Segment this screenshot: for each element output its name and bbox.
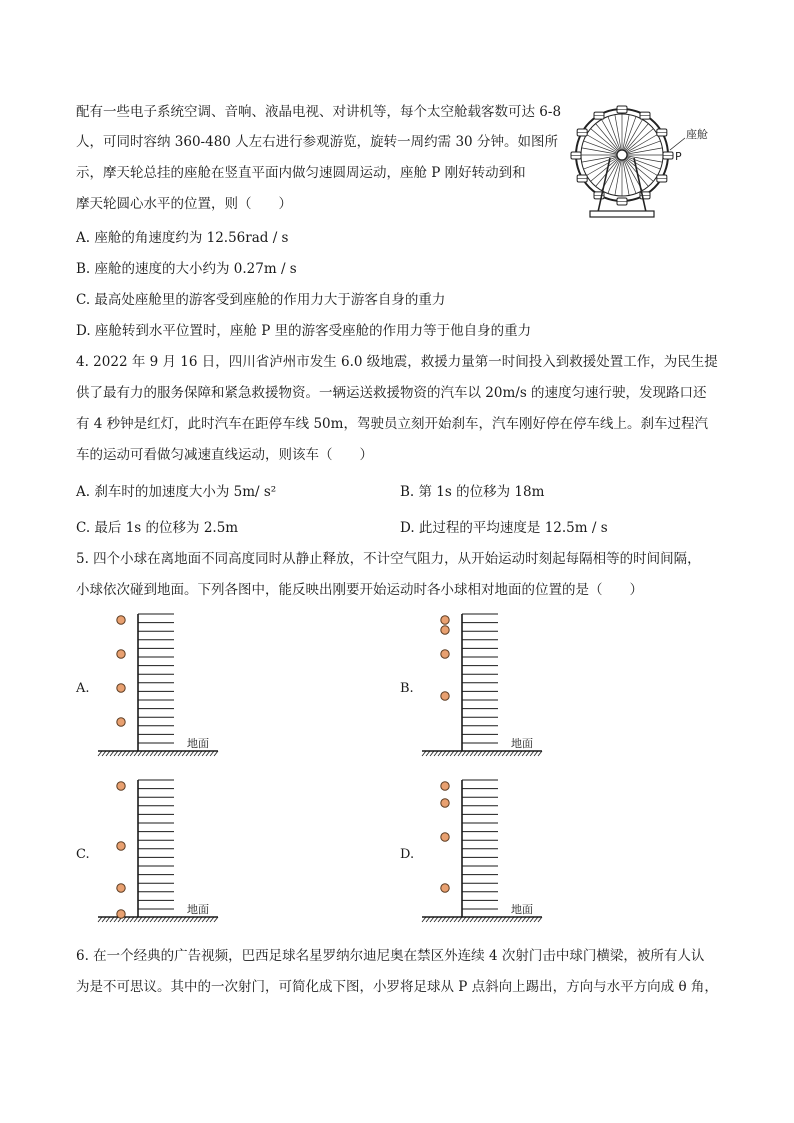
ground-hatch	[98, 751, 102, 756]
ground-hatch	[466, 751, 470, 756]
ground-hatch	[506, 917, 510, 922]
ferris-wheel-leg-right	[634, 158, 646, 212]
ground-hatch	[202, 751, 206, 756]
ground-hatch	[170, 751, 174, 756]
ground-hatch	[486, 751, 490, 756]
ground-hatch	[426, 751, 430, 756]
ground-hatch	[458, 751, 462, 756]
ground-hatch	[210, 917, 214, 922]
ground-hatch	[446, 917, 450, 922]
diagram-a-label: A.	[76, 681, 90, 696]
ferris-wheel-base	[590, 211, 654, 217]
q3-option-c: C. 最高处座舱里的游客受到座舱的作用力大于游客自身的重力	[76, 292, 446, 308]
ground-hatch	[526, 751, 530, 756]
ground-hatch	[210, 751, 214, 756]
ground-hatch	[450, 917, 454, 922]
ground-hatch	[534, 751, 538, 756]
ground-hatch	[482, 917, 486, 922]
ground-hatch	[430, 917, 434, 922]
cabin-pointer	[670, 138, 685, 150]
ball	[117, 782, 125, 790]
q4-option-a: A. 刹车时的加速度大小为 5m/ s²	[76, 484, 277, 500]
ground-hatch	[446, 751, 450, 756]
ball	[441, 616, 449, 624]
ground-hatch	[194, 917, 198, 922]
ground-hatch	[522, 917, 526, 922]
ground-hatch	[454, 751, 458, 756]
ground-hatch	[450, 751, 454, 756]
ground-hatch	[458, 917, 462, 922]
ground-hatch	[182, 917, 186, 922]
ground-hatch	[146, 917, 150, 922]
diagram-b	[420, 608, 550, 768]
ball	[117, 650, 125, 658]
ground-hatch	[474, 917, 478, 922]
ground-hatch	[134, 917, 138, 922]
ball	[441, 692, 449, 700]
ball	[117, 910, 125, 918]
ground-hatch	[130, 917, 134, 922]
q4-line-1: 4. 2022 年 9 月 16 日，四川省泸州市发生 6.0 级地震，救援力量第一时间投入到救援处置工作，为民生提	[76, 354, 718, 370]
ball	[117, 718, 125, 726]
ball	[441, 833, 449, 841]
ball	[441, 650, 449, 658]
ball	[441, 799, 449, 807]
ground-hatch	[134, 751, 138, 756]
ground-hatch	[466, 917, 470, 922]
ground-hatch	[158, 917, 162, 922]
ground-hatch	[502, 917, 506, 922]
ground-hatch	[122, 751, 126, 756]
ground-hatch	[506, 751, 510, 756]
ground-hatch	[494, 751, 498, 756]
ground-hatch	[130, 751, 134, 756]
ground-hatch	[482, 751, 486, 756]
ground-hatch	[154, 751, 158, 756]
ground-hatch	[486, 917, 490, 922]
ground-hatch	[538, 917, 542, 922]
ground-hatch	[178, 917, 182, 922]
ground-hatch	[498, 751, 502, 756]
ground-hatch	[462, 917, 466, 922]
ground-hatch	[138, 751, 142, 756]
ground-hatch	[110, 751, 114, 756]
ground-hatch	[502, 751, 506, 756]
ground-hatch	[198, 917, 202, 922]
ground-hatch	[106, 917, 110, 922]
ground-hatch	[474, 751, 478, 756]
ground-hatch	[426, 917, 430, 922]
q3-line-2: 人，可同时容纳 360-480 人左右进行参观游览，旋转一周约需 30 分钟。如图所	[76, 134, 558, 150]
q4-line-3: 有 4 秒钟是红灯，此时汽车在距停车线 50m，驾驶员立刻开始刹车，汽车刚好停在停车线上。刹车过程汽	[76, 416, 708, 432]
ground-hatch	[510, 917, 514, 922]
ground-hatch	[158, 751, 162, 756]
ground-hatch	[186, 917, 190, 922]
ground-hatch	[110, 917, 114, 922]
ground-hatch	[202, 917, 206, 922]
ball	[117, 616, 125, 624]
ground-hatch	[510, 751, 514, 756]
diagram-c	[96, 774, 226, 934]
q3-line-3: 示，摩天轮总挂的座舱在竖直平面内做匀速圆周运动，座舱 P 刚好转动到和	[76, 165, 526, 181]
ferris-wheel-figure	[560, 100, 730, 222]
ferris-wheel-leg-left	[598, 158, 610, 212]
ground-hatch	[470, 917, 474, 922]
q6-line-2: 为是不可思议。其中的一次射门，可简化成下图，小罗将足球从 P 点斜向上踢出，方向与水平方向成 θ 角，	[76, 979, 718, 995]
ground-hatch	[214, 751, 218, 756]
ground-hatch	[490, 917, 494, 922]
ground-hatch	[214, 917, 218, 922]
ground-hatch	[478, 751, 482, 756]
ground-hatch	[102, 917, 106, 922]
ground-hatch	[518, 917, 522, 922]
ground-label: 地面	[187, 903, 209, 916]
ball	[117, 684, 125, 692]
ground-hatch	[190, 751, 194, 756]
q6-line-1: 6. 在一个经典的广告视频，巴西足球名星罗纳尔迪尼奥在禁区外连续 4 次射门击中球门横梁，被所有人认	[76, 948, 705, 964]
ground-hatch	[430, 751, 434, 756]
ground-hatch	[534, 917, 538, 922]
ground-hatch	[526, 917, 530, 922]
ground-hatch	[518, 751, 522, 756]
q3-option-a: A. 座舱的角速度约为 12.56rad / s	[76, 230, 289, 246]
ferris-wheel-hub	[617, 150, 627, 160]
q5-line-2: 小球依次碰到地面。下列各图中，能反映出刚要开始运动时各小球相对地面的位置的是（ ）	[76, 582, 643, 598]
ball	[441, 884, 449, 892]
ball	[441, 782, 449, 790]
q4-option-c: C. 最后 1s 的位移为 2.5m	[76, 520, 239, 536]
ground-hatch	[166, 917, 170, 922]
ground-hatch	[174, 917, 178, 922]
ground-hatch	[106, 751, 110, 756]
ground-hatch	[162, 751, 166, 756]
q3-line-1: 配有一些电子系统空调、音响、液晶电视、对讲机等，每个太空舱载客数可达 6-8	[76, 104, 562, 120]
ground-hatch	[194, 751, 198, 756]
ground-hatch	[198, 751, 202, 756]
diagram-d-label: D.	[400, 847, 415, 862]
ground-label: 地面	[511, 737, 533, 750]
ground-hatch	[462, 751, 466, 756]
q4-line-4: 车的运动可看做匀减速直线运动，则该车（ ）	[76, 447, 373, 463]
ground-hatch	[126, 751, 130, 756]
ground-hatch	[102, 751, 106, 756]
ground-hatch	[170, 917, 174, 922]
ground-hatch	[434, 751, 438, 756]
ground-hatch	[422, 917, 426, 922]
q3-option-d: D. 座舱转到水平位置时，座舱 P 里的游客受座舱的作用力等于他自身的重力	[76, 323, 532, 339]
ground-hatch	[186, 751, 190, 756]
ground-hatch	[514, 917, 518, 922]
ground-hatch	[98, 917, 102, 922]
q4-option-d: D. 此过程的平均速度是 12.5m / s	[400, 520, 608, 536]
ground-hatch	[498, 917, 502, 922]
ground-hatch	[150, 917, 154, 922]
ground-hatch	[206, 751, 210, 756]
diagram-d	[420, 774, 550, 934]
ball	[117, 884, 125, 892]
ground-hatch	[142, 751, 146, 756]
point-p-label: P	[675, 150, 682, 163]
ground-hatch	[126, 917, 130, 922]
ball	[441, 626, 449, 634]
ground-hatch	[142, 917, 146, 922]
ground-hatch	[438, 917, 442, 922]
ground-hatch	[422, 751, 426, 756]
cabin-label: 座舱	[686, 128, 708, 141]
ground-hatch	[182, 751, 186, 756]
ground-hatch	[166, 751, 170, 756]
ground-hatch	[478, 917, 482, 922]
q3-option-b: B. 座舱的速度的大小约为 0.27m / s	[76, 261, 297, 277]
ground-hatch	[118, 751, 122, 756]
ground-hatch	[438, 751, 442, 756]
ground-label: 地面	[187, 737, 209, 750]
ground-hatch	[174, 751, 178, 756]
ground-hatch	[454, 917, 458, 922]
ground-hatch	[114, 751, 118, 756]
ground-label: 地面	[511, 903, 533, 916]
ground-hatch	[434, 917, 438, 922]
ground-hatch	[538, 751, 542, 756]
ground-hatch	[442, 917, 446, 922]
diagram-a	[96, 608, 226, 768]
ground-hatch	[530, 751, 534, 756]
ground-hatch	[522, 751, 526, 756]
ground-hatch	[490, 751, 494, 756]
ground-hatch	[178, 751, 182, 756]
q4-line-2: 供了最有力的服务保障和紧急救援物资。一辆运送救援物资的汽车以 20m/s 的速度匀速行驶，发现路口还	[76, 385, 707, 401]
ground-hatch	[514, 751, 518, 756]
ground-hatch	[162, 917, 166, 922]
ground-hatch	[154, 917, 158, 922]
ground-hatch	[442, 751, 446, 756]
ground-hatch	[114, 917, 118, 922]
ground-hatch	[470, 751, 474, 756]
ground-hatch	[190, 917, 194, 922]
diagram-b-label: B.	[400, 681, 414, 696]
ground-hatch	[146, 751, 150, 756]
ground-hatch	[150, 751, 154, 756]
ground-hatch	[138, 917, 142, 922]
ground-hatch	[494, 917, 498, 922]
q3-line-4: 摩天轮圆心水平的位置，则（ ）	[76, 196, 292, 212]
ground-hatch	[206, 917, 210, 922]
q5-line-1: 5. 四个小球在离地面不同高度同时从静止释放，不计空气阻力，从开始运动时刻起每隔相等的时间间隔，	[76, 551, 701, 567]
diagram-c-label: C.	[76, 847, 90, 862]
ball	[117, 842, 125, 850]
ground-hatch	[530, 917, 534, 922]
q4-option-b: B. 第 1s 的位移为 18m	[400, 484, 545, 500]
